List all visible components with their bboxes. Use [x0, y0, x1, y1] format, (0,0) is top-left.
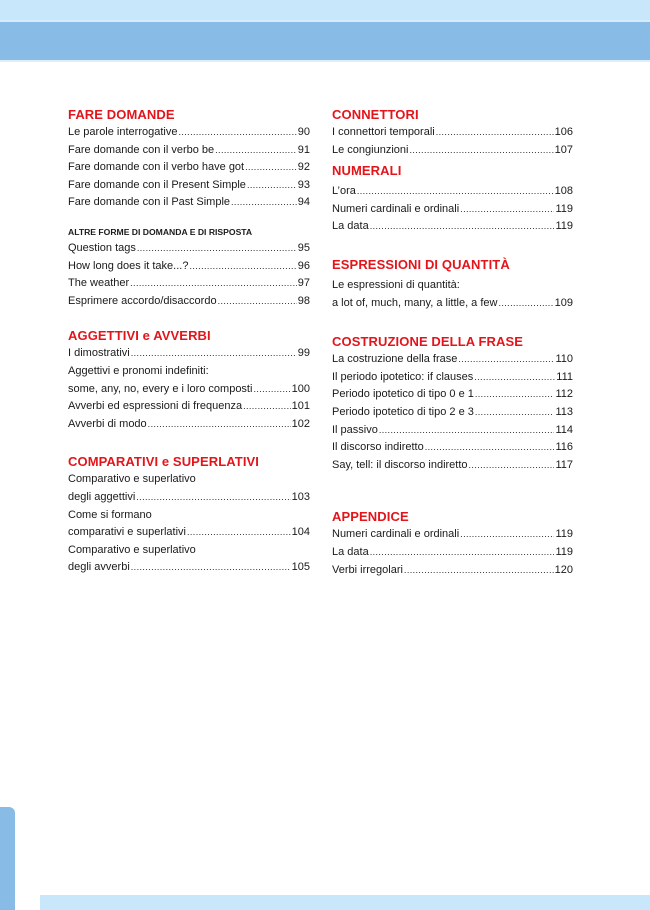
entry-label: a lot of, much, many, a little, a few: [332, 296, 498, 309]
entry-label: Say, tell: il discorso indiretto: [332, 458, 468, 471]
entry-label: degli avverbi: [68, 561, 130, 574]
section-costruzione: [332, 333, 573, 474]
section-comparativi: [68, 453, 310, 577]
toc-entry[interactable]: [68, 416, 310, 434]
toc-entry[interactable]: [332, 422, 573, 440]
page-edge-tab: [0, 807, 15, 910]
section-title: AGGETTIVI e AVVERBI: [68, 328, 211, 344]
toc-entry[interactable]: [332, 351, 573, 369]
entry-label: Il passivo: [332, 423, 378, 436]
page-number: 111: [556, 370, 573, 383]
section-numerali: [332, 162, 573, 236]
toc-entry[interactable]: [332, 124, 573, 142]
page-number: 94: [297, 196, 310, 209]
entry-label: Numeri cardinali e ordinali: [332, 528, 460, 541]
page-number: 97: [297, 277, 310, 290]
toc-entry[interactable]: [332, 562, 573, 580]
dot-leader: [370, 544, 555, 562]
dot-leader: [404, 562, 554, 580]
toc-entry[interactable]: [68, 142, 310, 160]
entry-label: Fare domande con il verbo be: [68, 143, 215, 156]
page-number: 105: [291, 561, 310, 574]
dot-leader: [243, 398, 291, 416]
page-number: 108: [554, 185, 573, 198]
section-title: FARE DOMANDE: [68, 107, 175, 122]
dot-leader: [469, 457, 555, 475]
section-title: ESPRESSIONI DI QUANTITÀ: [332, 256, 510, 272]
toc-entry[interactable]: [68, 258, 310, 276]
entry-label: Avverbi di modo: [68, 417, 147, 430]
dot-leader: [475, 404, 555, 422]
section-title: COMPARATIVI e SUPERLATIVI: [68, 454, 260, 470]
page-number: 100: [291, 382, 310, 395]
entry-label: The weather: [68, 277, 130, 290]
page-number: 90: [297, 126, 310, 138]
page-number: 119: [555, 220, 573, 233]
entry-label-line[interactable]: Le espressioni di quantità:: [332, 278, 460, 291]
page-number: 103: [291, 490, 310, 503]
toc-entry[interactable]: [68, 177, 310, 195]
section-title: CONNETTORI: [332, 107, 419, 122]
toc-entry[interactable]: [68, 275, 310, 293]
toc-entry[interactable]: [332, 526, 573, 544]
page-number: 119: [555, 545, 573, 558]
toc-entry[interactable]: [68, 159, 310, 177]
dot-leader: [425, 439, 555, 457]
entry-label: I connettori temporali: [332, 126, 435, 138]
page-number: 99: [297, 347, 310, 360]
dot-leader: [130, 275, 297, 293]
dot-leader: [253, 381, 290, 399]
page-number: 96: [297, 259, 310, 272]
dot-leader: [498, 295, 553, 313]
page-number: 106: [554, 126, 573, 138]
page-number: 102: [291, 417, 310, 430]
page-number: 107: [554, 143, 573, 156]
toc-right-column: [332, 106, 573, 593]
dot-leader: [178, 124, 296, 142]
page-number: 114: [555, 423, 573, 436]
entry-label: L’ora: [332, 185, 356, 198]
dot-leader: [460, 201, 554, 219]
page-number: 93: [297, 178, 310, 191]
entry-label: Il discorso indiretto: [332, 441, 424, 454]
page-number: 117: [555, 458, 573, 471]
entry-label: La data: [332, 220, 369, 233]
toc-entry[interactable]: [68, 381, 310, 399]
entry-label: La data: [332, 545, 369, 558]
entry-label: Le parole interrogative: [68, 126, 178, 138]
section-connettori: [332, 106, 573, 159]
section-title: NUMERALI: [332, 163, 402, 179]
toc-entry[interactable]: [332, 183, 573, 201]
page-number: 101: [291, 400, 310, 413]
entry-label-line[interactable]: Come si formano: [68, 508, 152, 521]
entry-label: degli aggettivi: [68, 490, 136, 503]
dot-leader: [474, 369, 555, 387]
toc-left-column: [68, 106, 310, 591]
toc-entry[interactable]: [332, 218, 573, 236]
header-band-dark: [0, 22, 650, 60]
toc-entry[interactable]: [332, 142, 573, 160]
toc-entry[interactable]: [68, 124, 310, 142]
header-band-light: [0, 0, 650, 20]
toc-entry[interactable]: [68, 345, 310, 363]
toc-entry[interactable]: [68, 293, 310, 311]
page-number: 109: [554, 296, 573, 309]
footer-band: [40, 895, 650, 910]
toc-entry[interactable]: [332, 544, 573, 562]
page-number: 104: [291, 526, 310, 539]
entry-label: Verbi irregolari: [332, 563, 403, 576]
toc-entry[interactable]: [68, 398, 310, 416]
entry-label: Fare domande con il Past Simple: [68, 196, 231, 209]
dot-leader: [370, 218, 555, 236]
dot-leader: [136, 489, 290, 507]
entry-label: Fare domande con il Present Simple: [68, 178, 246, 191]
entry-label: Le congiunzioni: [332, 143, 409, 156]
dot-leader: [409, 142, 553, 160]
entry-label-line[interactable]: Comparativo e superlativo: [68, 473, 196, 486]
entry-label-line[interactable]: Aggettivi e pronomi indefiniti:: [68, 364, 209, 377]
dot-leader: [460, 526, 554, 544]
toc-entry[interactable]: [332, 404, 573, 422]
section-aggettivi-avverbi: [68, 327, 310, 433]
dot-leader: [247, 177, 297, 195]
toc-entry[interactable]: [68, 194, 310, 212]
dot-leader: [131, 559, 291, 577]
page-number: 91: [297, 143, 310, 156]
toc-entry[interactable]: [332, 295, 573, 313]
dot-leader: [218, 293, 297, 311]
dot-leader: [245, 159, 297, 177]
dot-leader: [215, 142, 297, 160]
toc-entry[interactable]: [68, 559, 310, 577]
page-number: 112: [555, 388, 573, 401]
page-number: 92: [297, 161, 310, 174]
page-number: 98: [297, 294, 310, 307]
toc-entry[interactable]: [332, 386, 573, 404]
section-title: COSTRUZIONE DELLA FRASE: [332, 334, 524, 350]
toc-entry[interactable]: [332, 457, 573, 475]
dot-leader: [131, 345, 297, 363]
dot-leader: [475, 386, 555, 404]
dot-leader: [148, 416, 291, 434]
section-fare-domande: [68, 106, 310, 212]
dot-leader: [436, 124, 554, 142]
dot-leader: [189, 258, 296, 276]
entry-label: Esprimere accordo/disaccordo: [68, 294, 217, 307]
entry-label: How long does it take...?: [68, 259, 189, 272]
page-number: 120: [554, 563, 573, 576]
toc-entry[interactable]: [332, 369, 573, 387]
entry-label: Numeri cardinali e ordinali: [332, 202, 460, 215]
entry-label: Periodo ipotetico di tipo 2 e 3: [332, 405, 474, 418]
toc-entry[interactable]: [332, 439, 573, 457]
entry-label-line[interactable]: Comparativo e superlativo: [68, 543, 196, 556]
page-number: 116: [555, 441, 573, 454]
header-separator-bottom: [0, 60, 650, 62]
entry-label: Periodo ipotetico di tipo 0 e 1: [332, 388, 474, 401]
toc-entry[interactable]: [68, 240, 310, 258]
dot-leader: [187, 524, 291, 542]
dot-leader: [357, 183, 554, 201]
entry-label: some, any, no, every e i loro composti: [68, 382, 253, 395]
dot-leader: [231, 194, 297, 212]
section-title: APPENDICE: [332, 509, 409, 525]
entry-label: Il periodo ipotetico: if clauses: [332, 370, 474, 383]
section-espressioni: [332, 256, 573, 312]
entry-label: comparativi e superlativi: [68, 526, 186, 539]
subsection-title: ALTRE FORME DI DOMANDA E DI RISPOSTA: [68, 226, 253, 237]
entry-label: Fare domande con il verbo have got: [68, 161, 245, 174]
page-number: 119: [555, 528, 573, 541]
section-appendice: [332, 508, 573, 579]
page-number: 95: [297, 241, 310, 254]
entry-label: La costruzione della frase: [332, 353, 458, 366]
page-number: 119: [555, 202, 573, 215]
toc-entry[interactable]: [68, 524, 310, 542]
toc-entry[interactable]: [332, 201, 573, 219]
subsection-altre-forme: [68, 224, 310, 310]
page-number: 113: [555, 405, 573, 418]
page-number: 110: [555, 353, 573, 366]
dot-leader: [137, 240, 297, 258]
entry-label: Avverbi ed espressioni di frequenza: [68, 400, 243, 413]
dot-leader: [379, 422, 555, 440]
entry-label: Question tags: [68, 241, 136, 254]
entry-label: I dimostrativi: [68, 347, 130, 360]
toc-entry[interactable]: [68, 489, 310, 507]
dot-leader: [458, 351, 554, 369]
